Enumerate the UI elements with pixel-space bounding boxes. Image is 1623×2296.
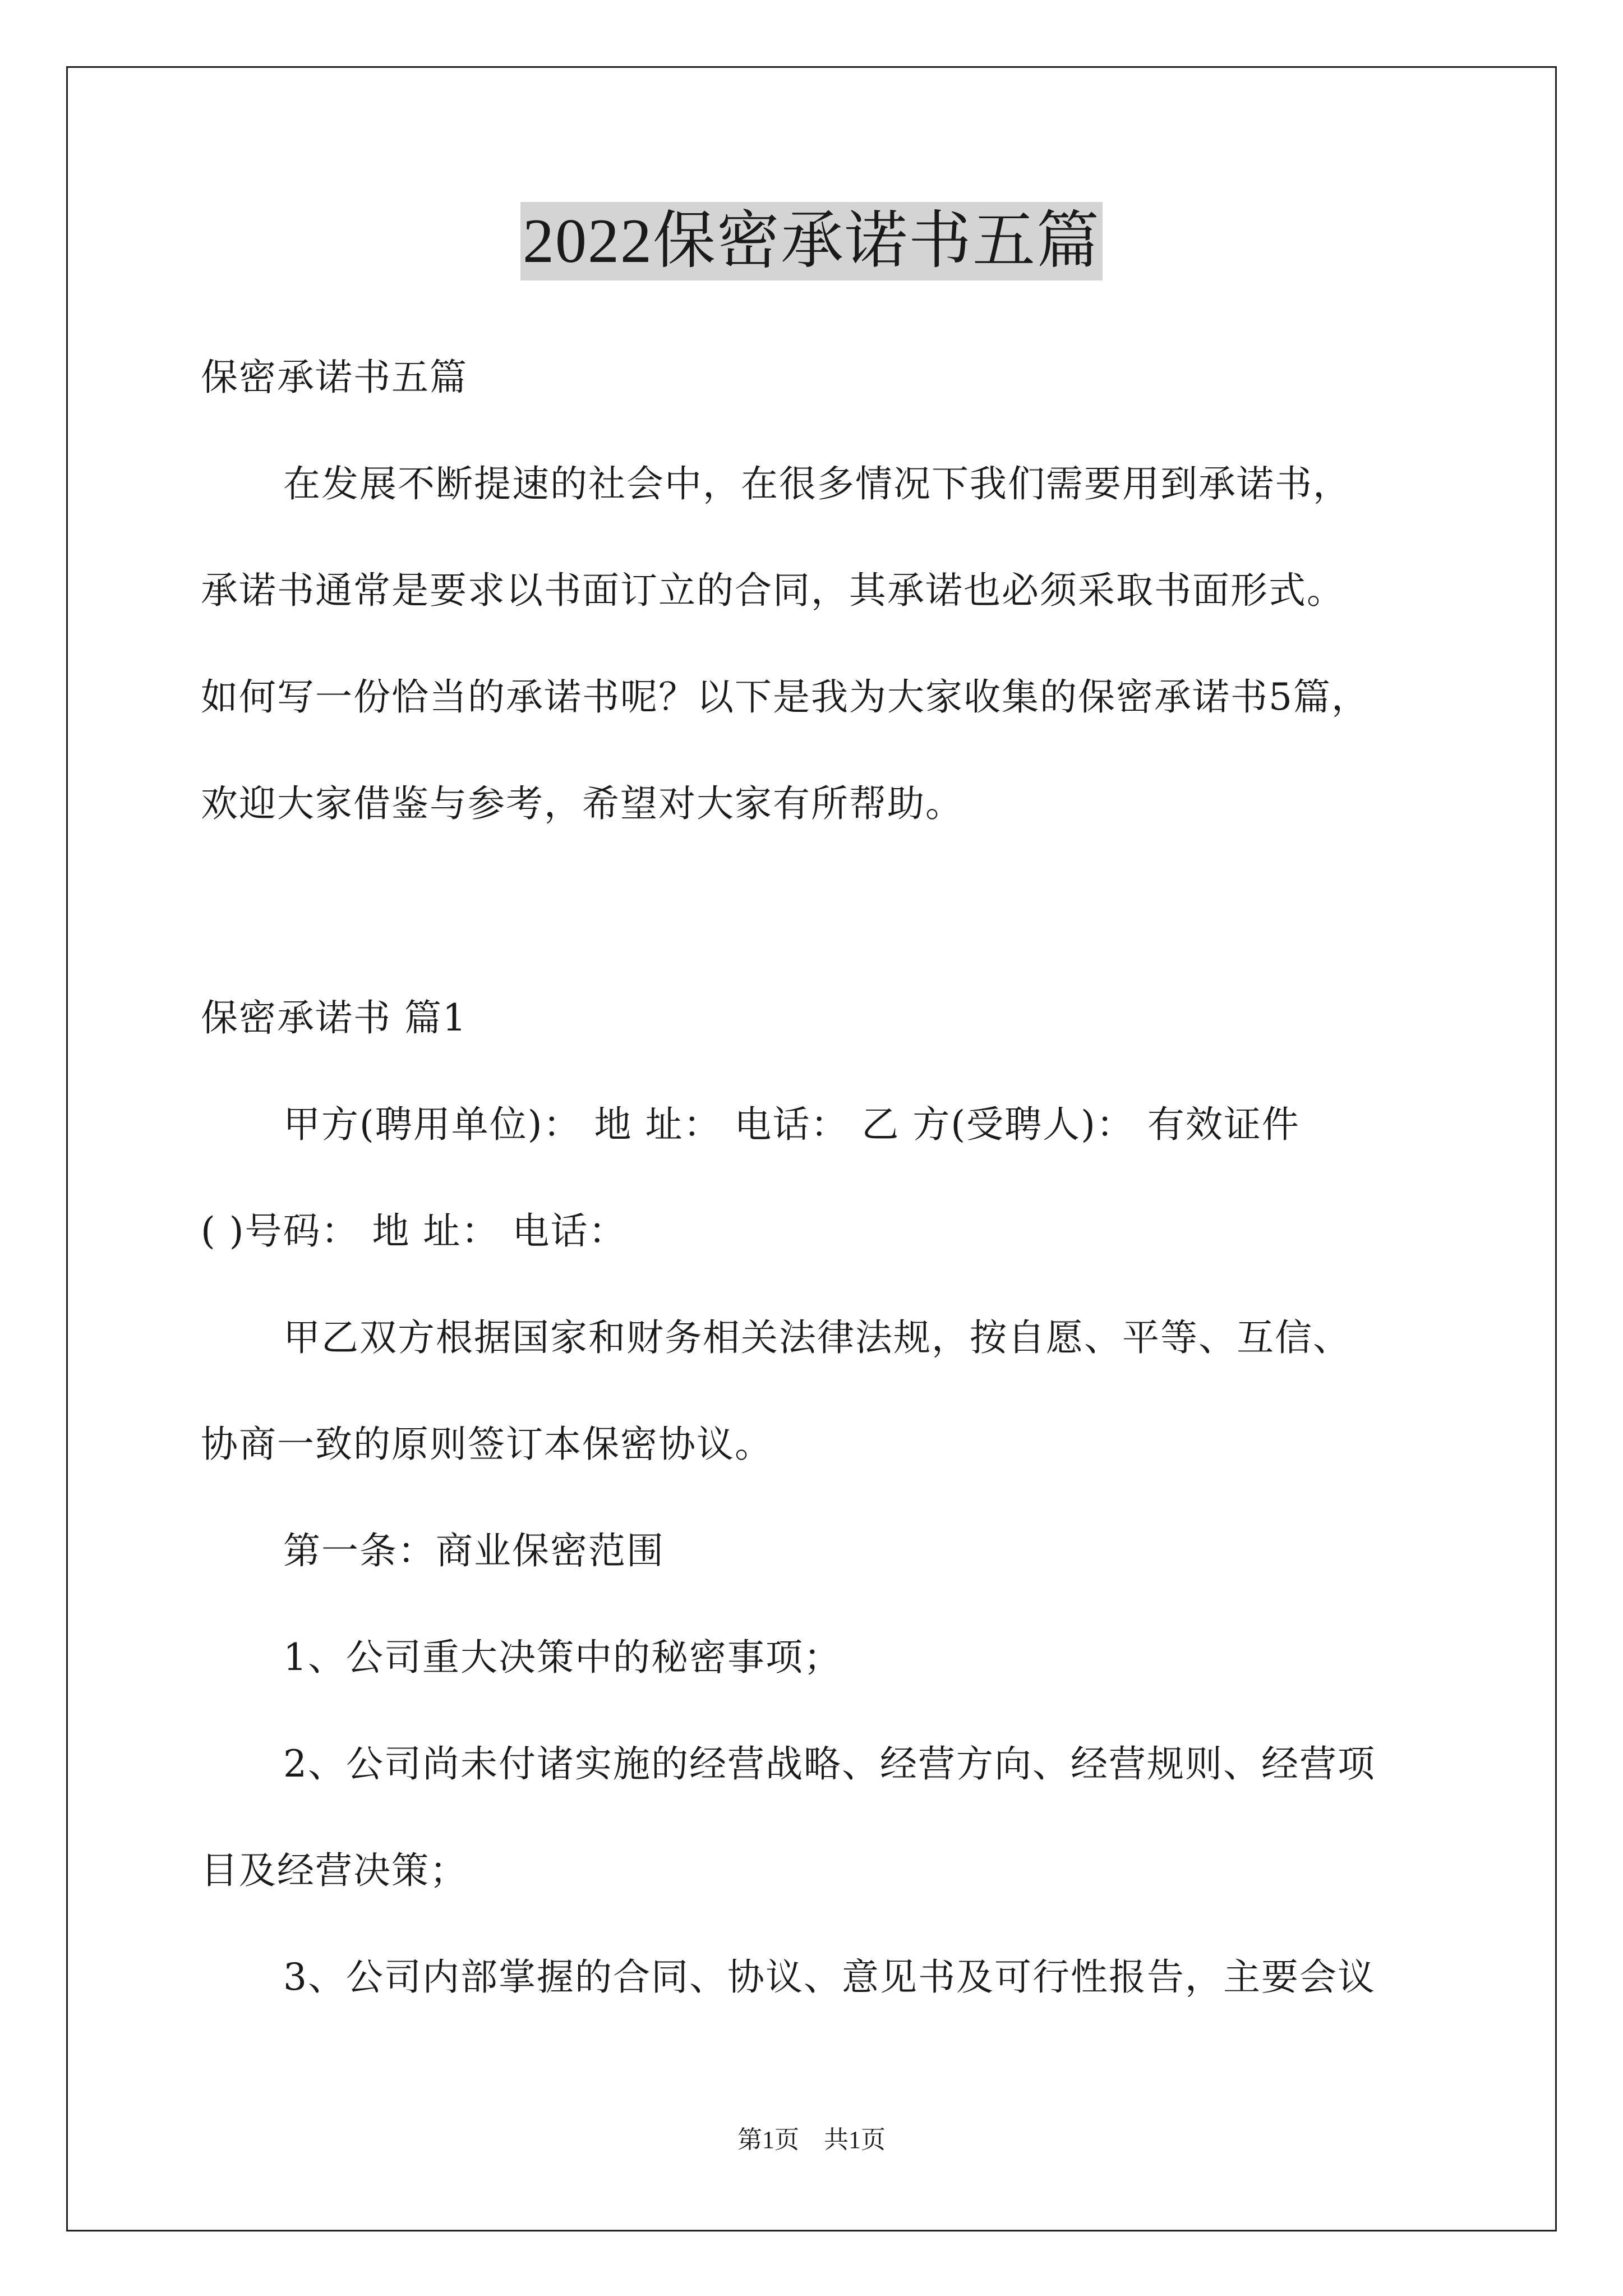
paragraph-line: 甲方(聘用单位)： 地 址： 电话： 乙 方(受聘人)： 有效证件 <box>283 1103 1300 1146</box>
list-item: 1、公司重大决策中的秘密事项； <box>283 1636 842 1679</box>
article-heading: 第一条：商业保密范围 <box>283 1529 665 1572</box>
paragraph-line: 如何写一份恰当的承诺书呢？以下是我为大家收集的保密承诺书5篇， <box>201 675 1370 719</box>
paragraph-line: ( )号码： 地 址： 电话： <box>201 1209 627 1253</box>
subtitle-line: 保密承诺书五篇 <box>201 356 468 399</box>
paragraph-line: 承诺书通常是要求以书面订立的合同，其承诺也必须采取书面形式。 <box>201 569 1345 612</box>
list-item: 3、公司内部掌握的合同、协议、意见书及可行性报告，主要会议 <box>283 1955 1376 1999</box>
paragraph-line: 协商一致的原则签订本保密协议。 <box>201 1423 773 1466</box>
list-item-continuation: 目及经营决策； <box>201 1849 468 1892</box>
document-title: 2022保密承诺书五篇 <box>520 202 1103 280</box>
paragraph-line: 在发展不断提速的社会中，在很多情况下我们需要用到承诺书， <box>283 462 1351 505</box>
page-footer: 第1页 共1页 <box>737 2126 886 2154</box>
paragraph-line: 甲乙双方根据国家和财务相关法律法规，按自愿、平等、互信、 <box>283 1316 1351 1359</box>
paragraph-line: 欢迎大家借鉴与参考，希望对大家有所帮助。 <box>201 782 963 825</box>
list-item: 2、公司尚未付诸实施的经营战略、经营方向、经营规则、经营项 <box>283 1742 1376 1786</box>
section-heading: 保密承诺书 篇1 <box>201 996 467 1039</box>
